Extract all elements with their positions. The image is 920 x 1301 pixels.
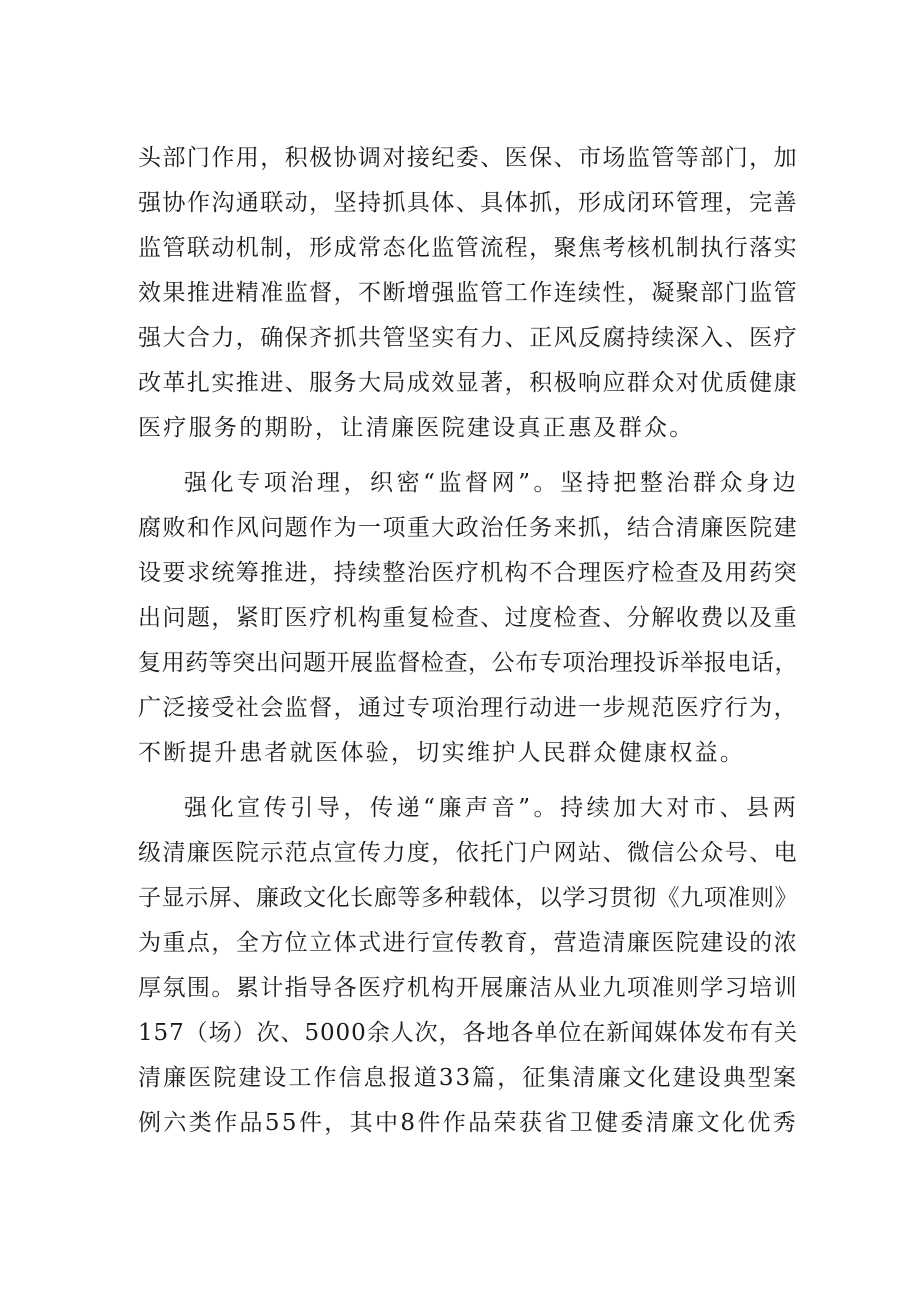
text-line: 腐败和作风问题作为一项重大政治任务来抓，结合清廉医院建 [138,515,798,541]
text-line: 改革扎实推进、服务大局成效显著，积极响应群众对优质健康 [138,370,798,396]
text-line: 监管联动机制，形成常态化监管流程，聚焦考核机制执行落实 [138,235,798,261]
paragraph-2 [138,461,798,776]
text-line: 强化专项治理，织密“监督网”。坚持把整治群众身边 [184,470,798,496]
text-line: 级清廉医院示范点宣传力度，依托门户网站、微信公众号、电 [138,840,798,866]
paragraph-1 [138,136,798,451]
document-body [138,136,798,1156]
text-line: 强化宣传引导，传递“廉声音”。持续加大对市、县两 [184,795,798,821]
text-line: 复用药等突出问题开展监督检查，公布专项治理投诉举报电话， [138,650,798,676]
text-line: 强协作沟通联动，坚持抓具体、具体抓，形成闭环管理，完善 [138,190,798,216]
text-line: 效果推进精准监督，不断增强监管工作连续性，凝聚部门监管 [138,280,798,306]
text-line: 厚氛围。累计指导各医疗机构开展廉洁从业九项准则学习培训 [138,975,798,1001]
text-line: 子显示屏、廉政文化长廊等多种载体，以学习贯彻《九项准则》 [138,885,798,911]
text-line: 设要求统筹推进，持续整治医疗机构不合理医疗检查及用药突 [138,560,798,586]
text-line: 医疗服务的期盼，让清廉医院建设真正惠及群众。 [138,415,695,441]
text-line: 例六类作品55件，其中8件作品荣获省卫健委清廉文化优秀 [138,1110,798,1136]
paragraph-3 [138,786,798,1146]
text-line: 为重点，全方位立体式进行宣传教育，营造清廉医院建设的浓 [138,930,798,956]
text-line: 头部门作用，积极协调对接纪委、医保、市场监管等部门，加 [138,145,798,171]
text-line: 强大合力，确保齐抓共管坚实有力、正风反腐持续深入、医疗 [138,325,798,351]
text-line: 不断提升患者就医体验，切实维护人民群众健康权益。 [138,740,746,766]
text-line: 157（场）次、5000余人次，各地各单位在新闻媒体发布有关 [138,1020,798,1046]
text-line: 广泛接受社会监督，通过专项治理行动进一步规范医疗行为， [138,695,798,721]
text-line: 清廉医院建设工作信息报道33篇，征集清廉文化建设典型案 [138,1065,798,1091]
text-line: 出问题，紧盯医疗机构重复检查、过度检查、分解收费以及重 [138,605,798,631]
